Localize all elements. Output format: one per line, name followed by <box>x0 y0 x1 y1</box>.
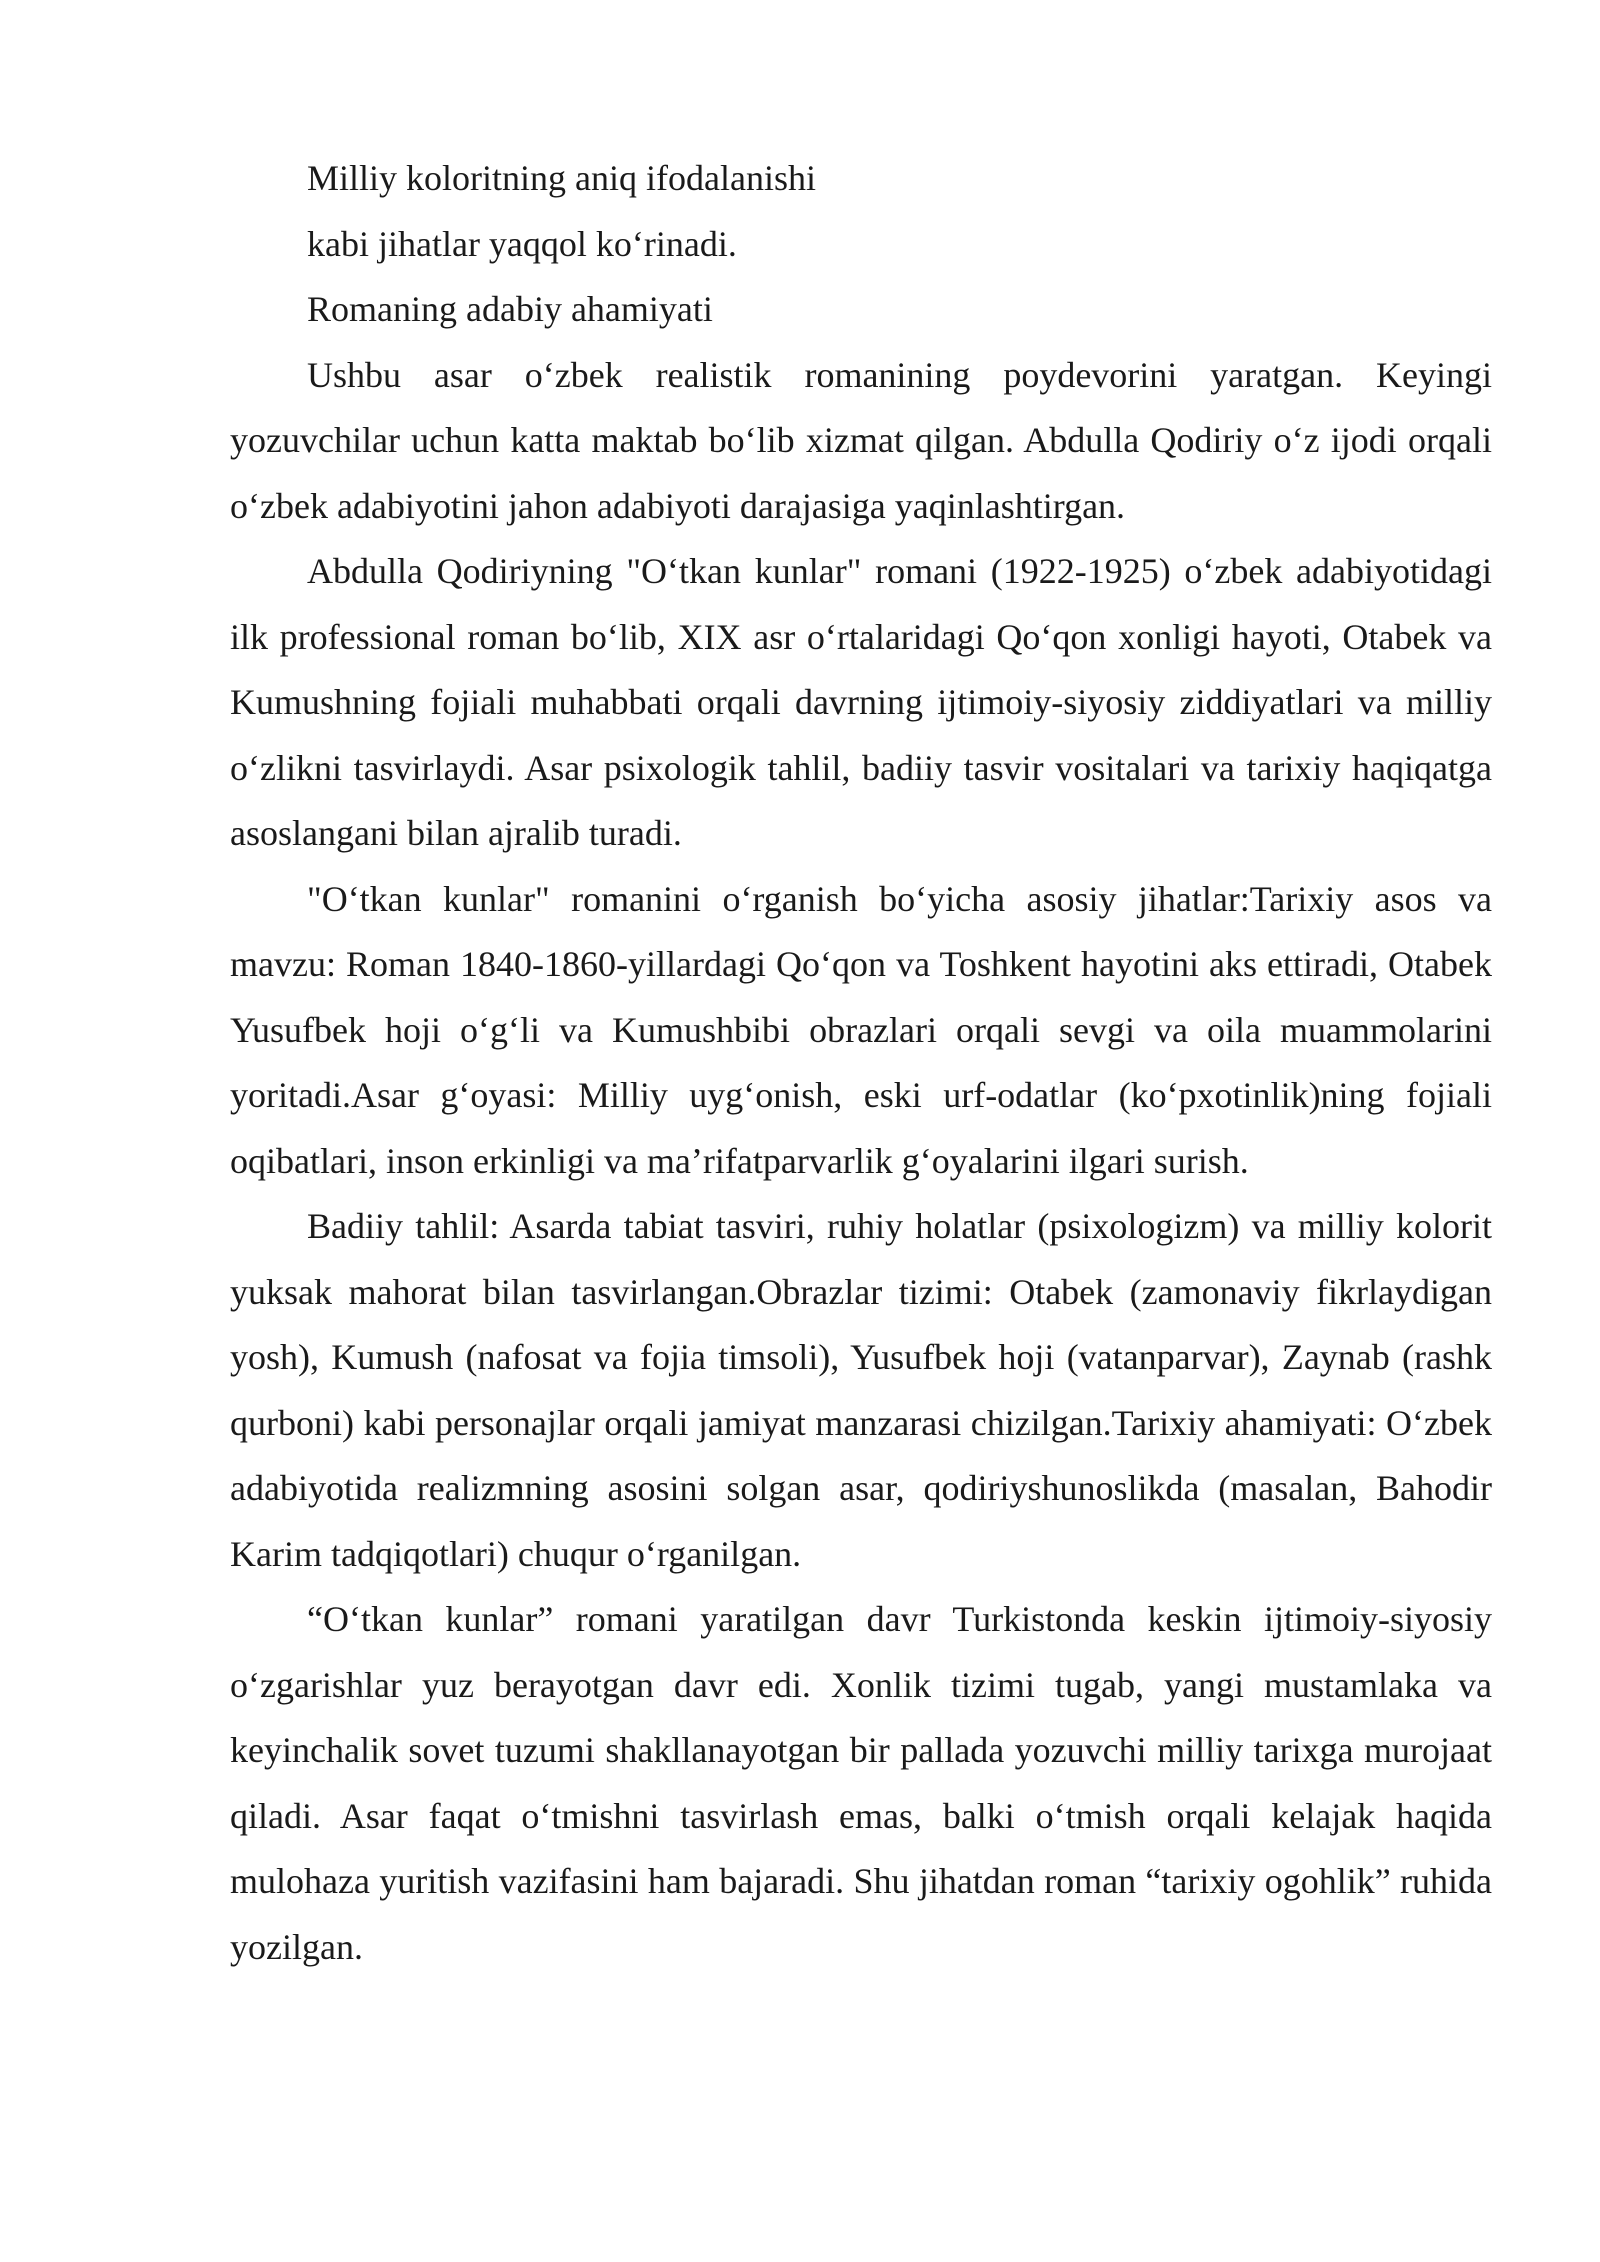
section-heading-adabiy-ahamiyat: Romaning adabiy ahamiyati <box>307 289 713 329</box>
paragraph-otkan-kunlar-intro: Abdulla Qodiriyning "Oʻtkan kunlar" romani (1922-1925) oʻzbek adabiyotidagi ilk professional roman boʻlib, XIX asr oʻrtalaridagi Qoʻqon xonligi hayoti, Otabek va Kumushning fojiali muhabbati orqali davrning ijtimoiy-siyosiy ziddiyatlari va milliy oʻzlikni tasvirlaydi. Asar psixologik tahlil, badiiy tasvir vositalari va tarixiy haqiqatga asoslangani bilan ajralib turadi. <box>230 551 1492 853</box>
paragraph-yaqqol-korinadi: kabi jihatlar yaqqol koʻrinadi. <box>307 223 737 264</box>
paragraph-badiiy-tahlil: Badiiy tahlil: Asarda tabiat tasviri, ruhiy holatlar (psixologizm) va milliy kolorit yuksak mahorat bilan tasvirlangan.Obrazlar tizimi: Otabek (zamonaviy fikrlaydigan yosh), Kumush (nafosat va fojia timsoli), Yusufbek hoji (vatanparvar), Zaynab (rashk qurboni) kabi personajlar orqali jamiyat manzarasi chizilgan.Tarixiy ahamiyati: Oʻzbek adabiyotida realizmning asosini solgan asar, qodiriyshunoslikda (masalan, Bahodir Karim tadqiqotlari) chuqur oʻrganilgan. <box>230 1206 1492 1574</box>
paragraph-davr-konteksti: “Oʻtkan kunlar” romani yaratilgan davr Turkistonda keskin ijtimoiy-siyosiy oʻzgarishlar yuz berayotgan davr edi. Xonlik tizimi tugab, yangi mustamlaka va keyinchalik sovet tuzumi shakllanayotgan bir pallada yozuvchi milliy tarixga murojaat qiladi. Asar faqat oʻtmishni tasvirlash emas, balki oʻtmish orqali kelajak haqida mulohaza yuritish vazifasini ham bajaradi. Shu jihatdan roman “tarixiy ogohlik” ruhida yozilgan. <box>230 1599 1492 1967</box>
document-page <box>230 146 1492 1980</box>
paragraph-realistik-roman: Ushbu asar oʻzbek realistik romanining poydevorini yaratgan. Keyingi yozuvchilar uchun katta maktab boʻlib xizmat qilgan. Abdulla Qodiriy oʻz ijodi orqali oʻzbek adabiyotini jahon adabiyoti darajasiga yaqinlashtirgan. <box>230 354 1492 526</box>
paragraph-milliy-kolorit: Milliy koloritning aniq ifodalanishi <box>307 158 816 198</box>
paragraph-asosiy-jihatlar: "Oʻtkan kunlar" romanini oʻrganish boʻyicha asosiy jihatlar:Tarixiy asos va mavzu: Roman 1840-1860-yillardagi Qoʻqon va Toshkent hayotini aks ettiradi, Otabek Yusufbek hoji oʻgʻli va Kumushbibi obrazlari orqali sevgi va oila muammolarini yoritadi.Asar gʻoyasi: Milliy uygʻonish, eski urf-odatlar (koʻpxotinlik)ning fojiali oqibatlari, inson erkinligi va maʼrifatparvarlik gʻoyalarini ilgari surish. <box>230 878 1492 1181</box>
